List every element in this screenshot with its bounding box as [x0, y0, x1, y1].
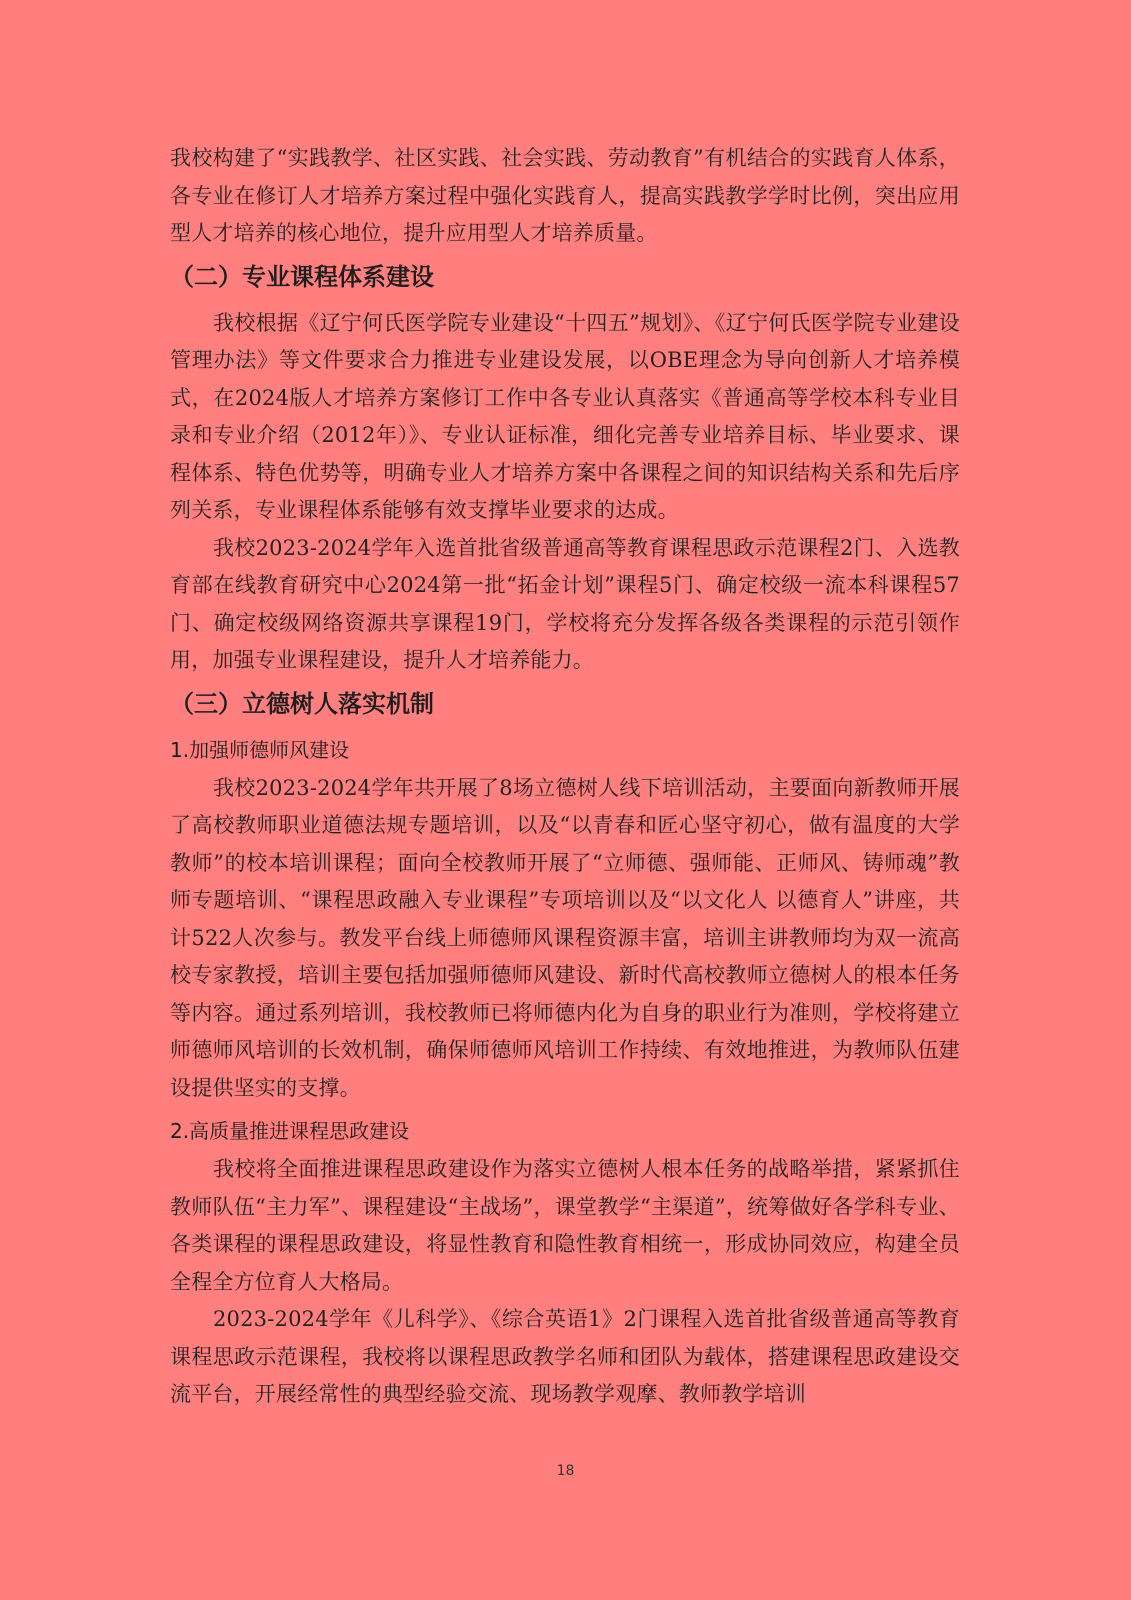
intro-paragraph: 我校构建了“实践教学、社区实践、社会实践、劳动教育”有机结合的实践育人体系，各专业在修订人才培养方案过程中强化实践育人，提高实践教学学时比例，突出应用型人才培养的核心地位，提升应用型人才培养质量。: [170, 146, 960, 245]
subheading-ideological-courses: 2.高质量推进课程思政建设: [170, 1119, 410, 1143]
ideological-paragraph-1: 我校将全面推进课程思政建设作为落实立德树人根本任务的战略举措，紧紧抓住教师队伍“主力军”、课程建设“主战场”，课堂教学“主渠道”，统筹做好各学科专业、各类课程的课程思政建设，将显性教育和隐性教育相统一，形成协同效应，构建全员全程全方位育人大格局。: [170, 1157, 960, 1294]
curriculum-paragraph-1: 我校根据《辽宁何氏医学院专业建设“十四五”规划》、《辽宁何氏医学院专业建设管理办法》等文件要求合力推进专业建设发展，以OBE理念为导向创新人才培养模式，在2024版人才培养方案修订工作中各专业认真落实《普通高等学校本科专业目录和专业介绍（2012年）》、专业认证标准，细化完善专业培养目标、毕业要求、课程体系、特色优势等，明确专业人才培养方案中各课程之间的知识结构关系和先后序列关系，专业课程体系能够有效支撑毕业要求的达成。: [170, 310, 960, 522]
teacher-ethics-paragraph: 我校2023-2024学年共开展了8场立德树人线下培训活动，主要面向新教师开展了高校教师职业道德法规专题培训，以及“以青春和匠心坚守初心，做有温度的大学教师”的校本培训课程；面向全校教师开展了“立师德、强师能、正师风、铸师魂”教师专题培训、“课程思政融入专业课程”专项培训以及“以文化人 以德育人”讲座，共计522人次参与。教发平台线上师德师风课程资源丰富，培训主讲教师均为双一流高校专家教授，培训主要包括加强师德师风建设、新时代高校教师立德树人的根本任务等内容。通过系列培训，我校教师已将师德内化为自身的职业行为准则，学校将建立师德师风培训的长效机制，确保师德师风培训工作持续、有效地推进，为教师队伍建设提供坚实的支撑。: [170, 775, 960, 1100]
ideological-paragraph-2: 2023-2024学年《儿科学》、《综合英语1》2门课程入选首批省级普通高等教育课程思政示范课程，我校将以课程思政教学名师和团队为载体，搭建课程思政建设交流平台，开展经常性的典型经验交流、现场教学观摩、教师教学培训: [170, 1307, 960, 1406]
subheading-teacher-ethics: 1.加强师德师风建设: [170, 737, 350, 762]
curriculum-paragraph-2: 我校2023-2024学年入选首批省级普通高等教育课程思政示范课程2门、入选教育部在线教育研究中心2024第一批“拓金计划”课程5门、确定校级一流本科课程57门、确定校级网络资源共享课程19门，学校将充分发挥各级各类课程的示范引领作用，加强专业课程建设，提升人才培养能力。: [170, 535, 960, 672]
section-heading-moral-education: （三）立德树人落实机制: [170, 689, 434, 718]
section-heading-curriculum-system: （二）专业课程体系建设: [170, 262, 434, 291]
page-number: 18: [556, 1463, 575, 1479]
document-page: [170, 140, 960, 1414]
